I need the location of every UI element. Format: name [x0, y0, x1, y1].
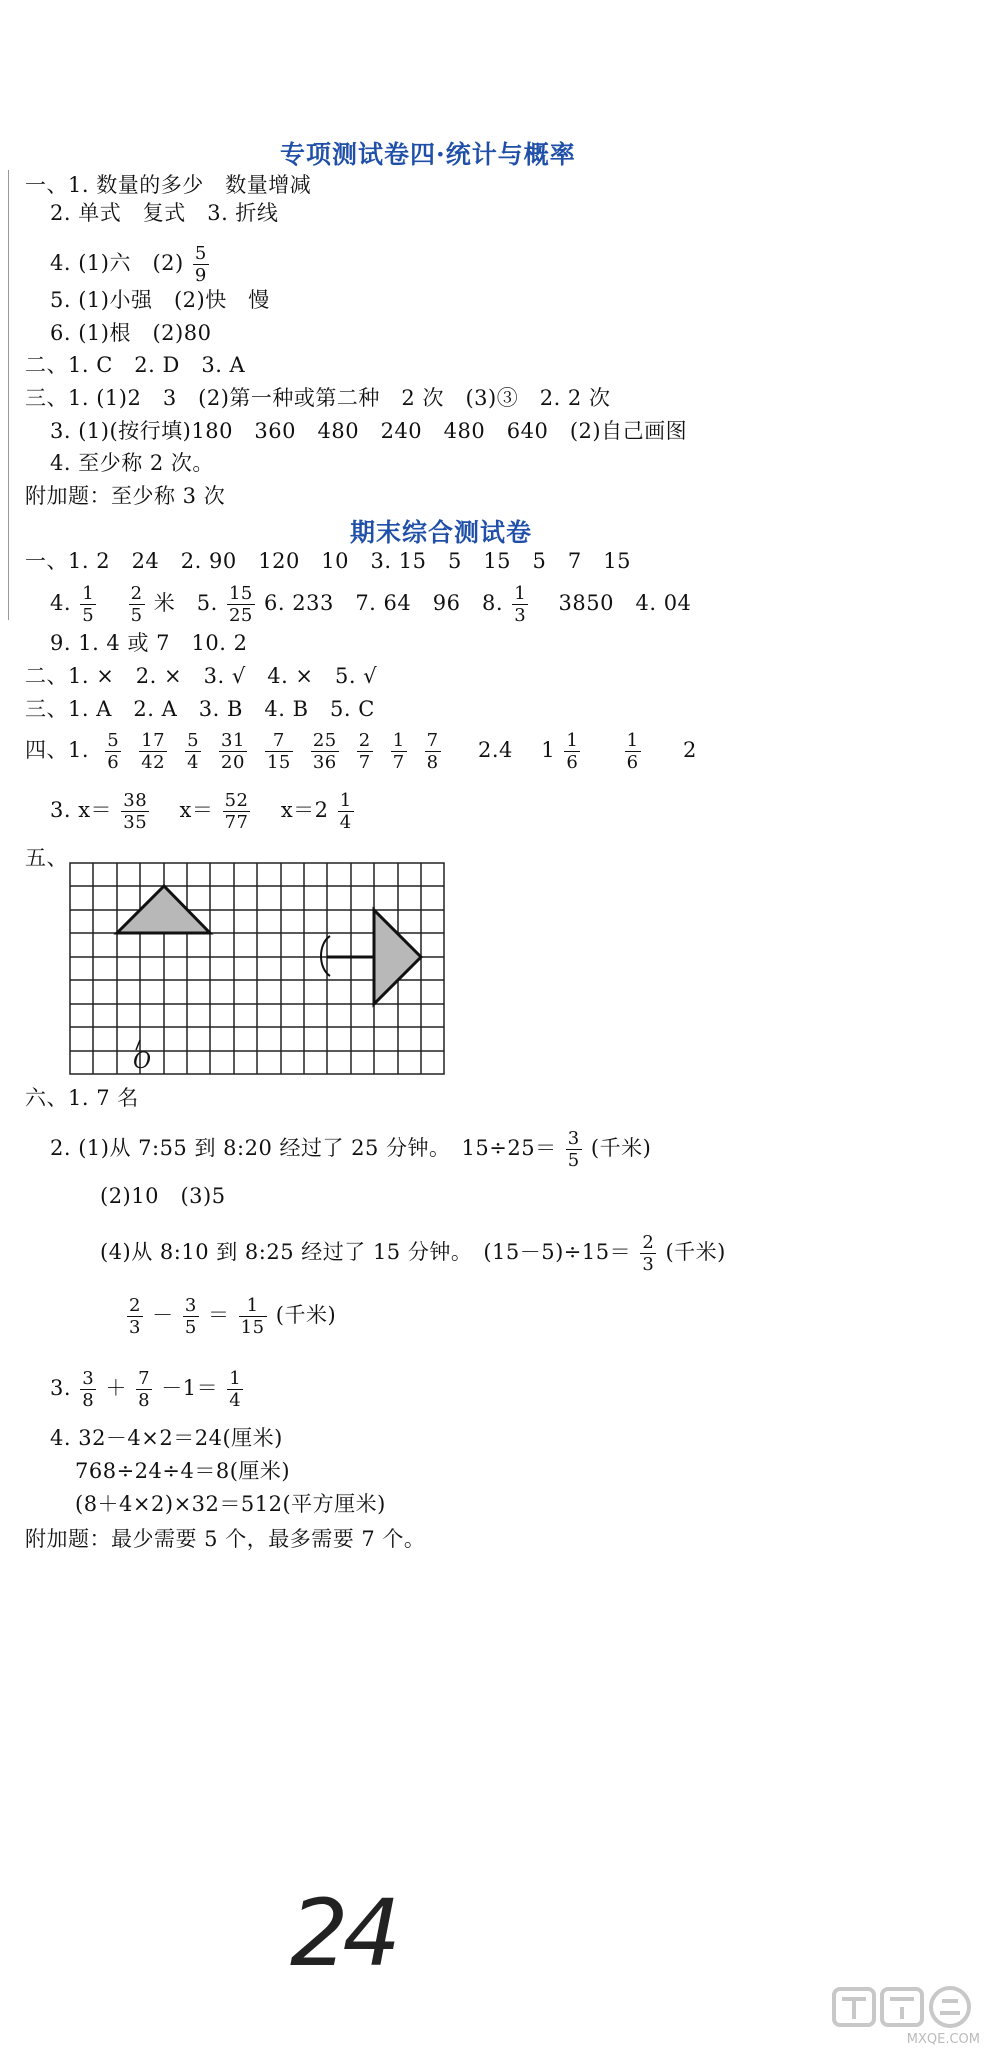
s1-q1-5: 5. (1)小强 (2)快 慢: [50, 288, 270, 312]
numerator: 1: [339, 790, 352, 811]
denominator: 8: [82, 1390, 95, 1411]
numerator: 1: [82, 583, 95, 604]
s1-q3-1: 三、1. (1)2 3 (2)第一种或第二种 2 次 (3)③ 2. 2 次: [25, 386, 611, 410]
s2-q6-1: 六、1. 7 名: [25, 1086, 139, 1110]
text: －: [152, 1303, 174, 1327]
denominator: 9: [194, 265, 207, 286]
text: 6. 233 7. 64 96 8.: [264, 591, 504, 615]
text: 四、1.: [25, 738, 90, 762]
text: x＝2: [280, 798, 329, 822]
denominator: 4: [187, 752, 200, 773]
denominator: 42: [141, 752, 166, 773]
text: 2: [683, 738, 697, 762]
s2-q6-4c: (8＋4×2)×32＝512(平方厘米): [75, 1492, 386, 1516]
s2-bonus: 附加题：最少需要 5 个，最多需要 7 个。: [25, 1527, 426, 1551]
s2-q6-2d: [125, 1295, 336, 1338]
numerator: 2: [129, 1295, 141, 1316]
numerator: 31: [221, 730, 245, 751]
denominator: 4: [339, 812, 352, 833]
s2-q6-2: [50, 1128, 651, 1171]
numerator: 3: [184, 1295, 197, 1316]
text: (千米): [590, 1136, 652, 1160]
numerator: 25: [312, 730, 337, 751]
denominator: 35: [123, 812, 148, 833]
numerator: 38: [123, 790, 148, 811]
s2-q1-1: 一、1. 2 24 2. 90 120 10 3. 15 5 15 5 7 15: [25, 549, 631, 573]
denominator: 20: [221, 752, 245, 773]
fraction: [136, 1368, 152, 1411]
numerator: 3: [82, 1368, 95, 1389]
text: ＝: [207, 1303, 230, 1327]
s2-q5-label: 五、: [25, 846, 68, 870]
svg-text:MXQE.COM: MXQE.COM: [906, 2032, 980, 2047]
denominator: 7: [392, 752, 405, 773]
fraction: [127, 1295, 143, 1338]
denominator: 5: [184, 1317, 197, 1338]
denominator: 6: [566, 752, 579, 773]
watermark-logo: [830, 1985, 998, 2047]
text: 3. x＝: [50, 798, 113, 822]
s2-q6-2b: (2)10 (3)5: [100, 1184, 226, 1208]
text: (千米): [665, 1240, 726, 1264]
text: 米 5.: [153, 591, 218, 615]
s2-q1-9: 9. 1. 4 或 7 10. 2: [50, 631, 248, 655]
s1-q1-4-text: 4. (1)六 (2): [50, 251, 184, 275]
fraction: [566, 1128, 582, 1171]
numerator: 17: [141, 730, 166, 751]
numerator: 15: [228, 583, 253, 604]
denominator: 8: [138, 1390, 151, 1411]
s1-q1-2: 2. 单式 复式 3. 折线: [50, 201, 279, 225]
s1-bonus: 附加题：至少称 3 次: [25, 484, 226, 508]
text: (4)从 8:10 到 8:25 经过了 15 分钟。 (15－5)÷15＝: [100, 1240, 632, 1264]
numerator: 5: [187, 730, 200, 751]
denominator: 15: [266, 752, 291, 773]
denominator: 8: [426, 752, 439, 773]
fraction: [80, 1368, 96, 1411]
text: 3.: [50, 1376, 72, 1400]
text: 2.4: [478, 738, 513, 762]
numerator: 1: [392, 730, 405, 751]
s1-q3-4: 4. 至少称 2 次。: [50, 451, 214, 475]
numerator: 1: [626, 730, 639, 751]
numerator: 1: [229, 1368, 242, 1389]
text: 4.: [50, 591, 72, 615]
text: (千米): [275, 1303, 337, 1327]
fraction: [239, 1295, 267, 1338]
fraction: [640, 1232, 656, 1275]
denominator: 3: [129, 1317, 141, 1338]
s1-q3-3: 3. (1)(按行填)180 360 480 240 480 640 (2)自己画图: [50, 419, 688, 443]
text: x＝: [179, 798, 214, 822]
denominator: 6: [626, 752, 639, 773]
s2-q6-4a: 4. 32－4×2＝24(厘米): [50, 1426, 283, 1450]
text: 1: [541, 738, 556, 762]
s1-q1-1: 一、1. 数量的多少 数量增减: [25, 173, 312, 197]
fraction: [227, 1368, 243, 1411]
text: ＋: [105, 1376, 127, 1400]
numerator: 52: [224, 790, 249, 811]
numerator: 7: [265, 730, 293, 752]
section1-title: 专项测试卷四·统计与概率: [280, 140, 576, 169]
s1-q1-6: 6. (1)根 (2)80: [50, 321, 212, 345]
denominator: 6: [107, 752, 120, 773]
denominator: 36: [312, 752, 337, 773]
point-o-label: O: [133, 1049, 152, 1074]
denominator: 3: [642, 1254, 655, 1275]
denominator: 4: [229, 1390, 242, 1411]
numerator: 7: [138, 1368, 151, 1389]
numerator: 2: [358, 730, 371, 751]
denominator: 5: [82, 605, 95, 626]
s2-q3: 三、1. A 2. A 3. B 4. B 5. C: [25, 697, 375, 721]
s1-q2: 二、1. C 2. D 3. A: [25, 353, 246, 377]
numerator: 1: [239, 1295, 267, 1317]
numerator: 2: [642, 1232, 655, 1253]
handwritten-page-number: 24: [290, 1880, 396, 1987]
section2-title: 期末综合测试卷: [350, 518, 533, 547]
s2-q6-4b: 768÷24÷4＝8(厘米): [75, 1459, 291, 1483]
s2-q6-2c: [100, 1232, 726, 1275]
s2-q6-3: [50, 1368, 245, 1411]
denominator: 15: [240, 1317, 265, 1338]
text: 3850 4. 04: [558, 591, 692, 615]
denominator: 77: [224, 812, 249, 833]
fraction: [183, 1295, 199, 1338]
denominator: 5: [130, 605, 143, 626]
denominator: 7: [358, 752, 371, 773]
numerator: 7: [426, 730, 439, 751]
numerator: 5: [194, 243, 207, 264]
text: 2. (1)从 7:55 到 8:20 经过了 25 分钟。 15÷25＝: [50, 1136, 557, 1160]
denominator: 25: [228, 605, 253, 626]
text: －1＝: [161, 1376, 219, 1400]
denominator: 5: [567, 1150, 580, 1171]
numerator: 1: [514, 583, 527, 604]
numerator: 2: [130, 583, 143, 604]
numerator: 1: [566, 730, 579, 751]
numerator: 3: [567, 1128, 580, 1149]
s2-q2: 二、1. × 2. × 3. √ 4. × 5. √: [25, 664, 378, 688]
numerator: 5: [107, 730, 120, 751]
denominator: 3: [514, 605, 527, 626]
